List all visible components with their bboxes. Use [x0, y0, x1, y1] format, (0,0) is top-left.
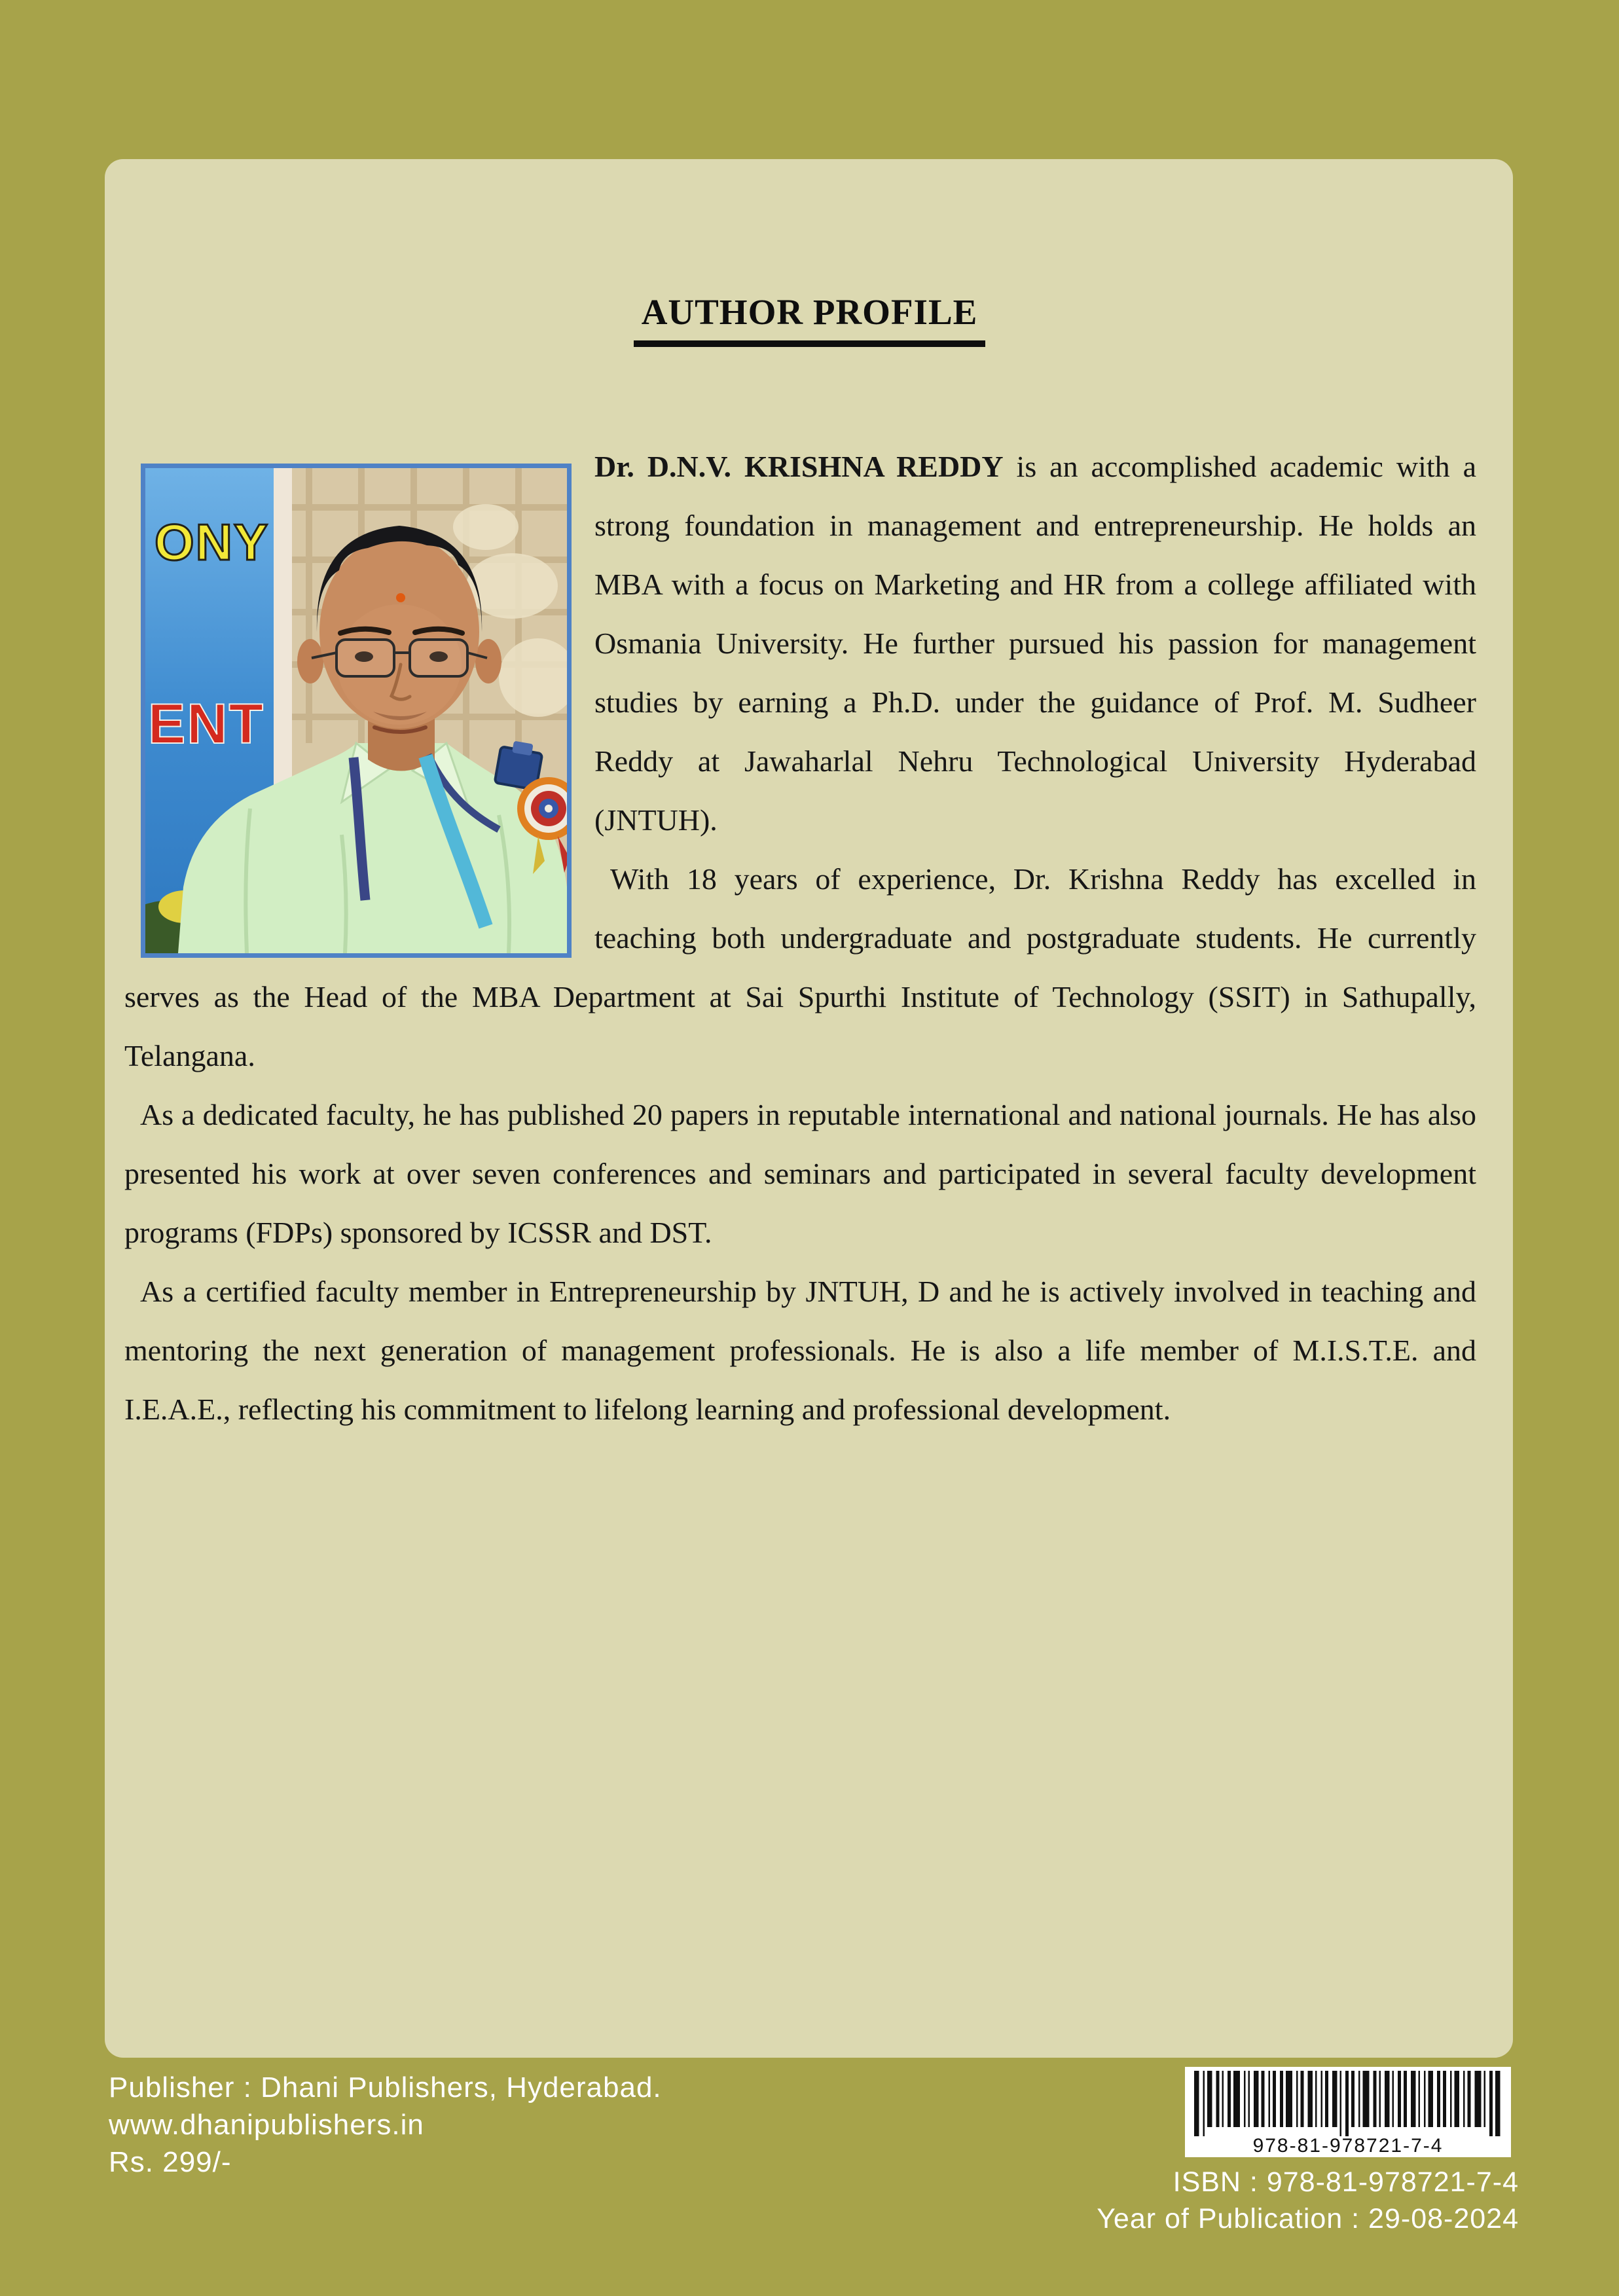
author-profile-text [124, 437, 1476, 1439]
page-title-row [0, 291, 1619, 347]
banner-text-bottom: ENT [148, 693, 264, 756]
website-line: www.dhanipublishers.in [109, 2109, 424, 2141]
barcode [1185, 2067, 1511, 2157]
page-title: AUTHOR PROFILE [634, 291, 986, 347]
publisher-line: Publisher : Dhani Publishers, Hyderabad. [109, 2071, 662, 2104]
paragraph-2: With 18 years of experience, Dr. Krishna Reddy has excelled in teaching both undergraduate and postgraduate students. He currently serves as the Head of the MBA Department at Sai Spurthi Institute of Technology (SSIT) in Sathupally, Telangana. [124, 862, 1476, 1072]
paragraph-3: As a dedicated faculty, he has published 20 papers in reputable international and national journals. He has also presented his work at over seven conferences and seminars and participated in several faculty development programs (FDPs) sponsored by ICSSR and DST. [124, 1098, 1476, 1249]
isbn-info [1097, 2164, 1519, 2237]
author-name: Dr. D.N.V. KRISHNA REDDY [594, 450, 1004, 483]
isbn-line: ISBN : 978-81-978721-7-4 [1173, 2166, 1519, 2198]
year-line: Year of Publication : 29-08-2024 [1097, 2203, 1519, 2234]
barcode-bars-svg [1192, 2071, 1504, 2136]
publisher-info [109, 2069, 662, 2181]
author-photo-illustration [145, 468, 567, 953]
barcode-bars [1194, 2071, 1501, 2136]
barcode-number: 978-81-978721-7-4 [1252, 2135, 1444, 2157]
price-line: Rs. 299/- [109, 2146, 232, 2178]
banner-text-top: ONY [155, 513, 270, 571]
paragraph-1-text: is an accomplished academic with a strong foundation in management and entrepreneurship. He holds an MBA with a focus on Marketing and HR from a college affiliated with Osmania University. He further pursued his passion for management studies by earning a Ph.D. under the guidance of Prof. M. Sudheer Reddy at Jawaharlal Nehru Technological University Hyderabad (JNTUH). [594, 450, 1477, 837]
author-photo [141, 464, 572, 958]
paragraph-4: As a certified faculty member in Entrepreneurship by JNTUH, D and he is actively involved in teaching and mentoring the next generation of management professionals. He is also a life member of M.I.S.T.E. and I.E.A.E., reflecting his commitment to lifelong learning and professional development. [124, 1275, 1476, 1426]
